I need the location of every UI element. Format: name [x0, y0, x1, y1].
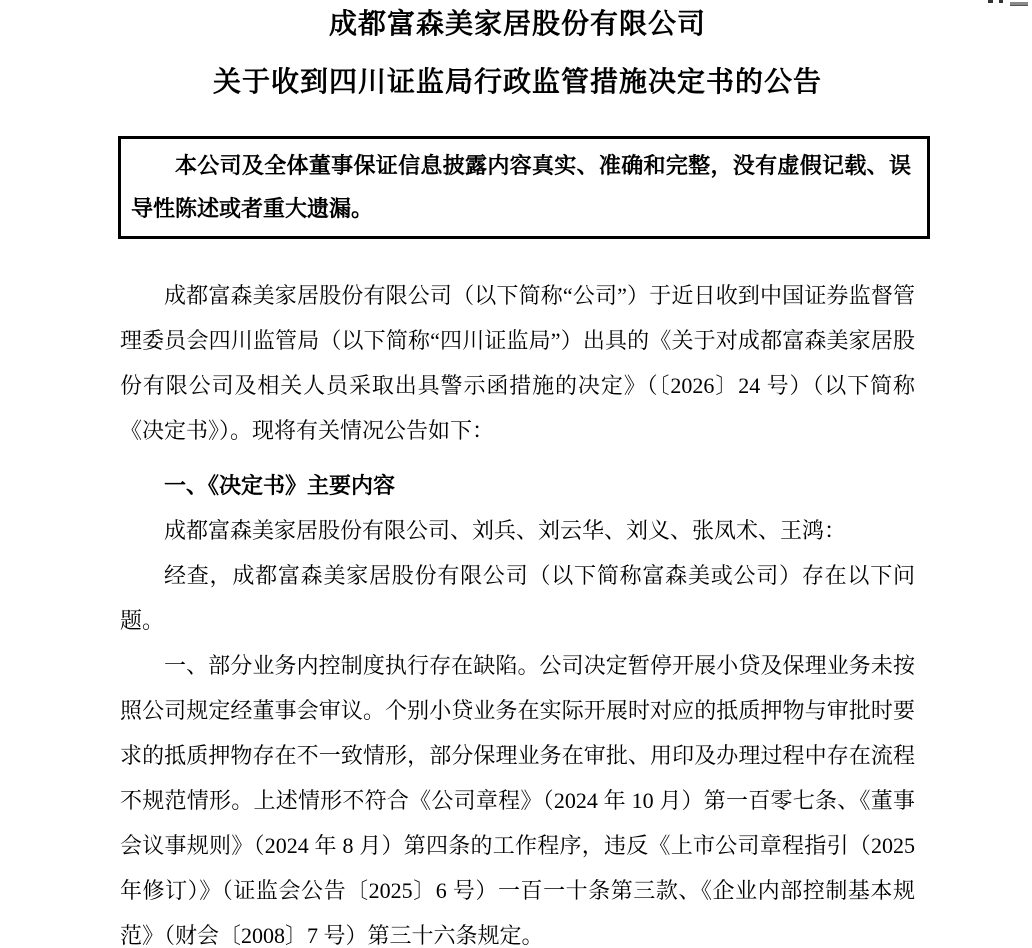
paragraph: 一、部分业务内控制度执行存在缺陷。公司决定暂停开展小贷及保理业务未按照公司规定经董事会审议。个别小贷业务在实际开展时对应的抵质押物与审批时要求的抵质押物存在不一致情形，部分保理业务在审批、用印及办理过程中存在流程不规范情形。上述情形不符合《公司章程》（2024 年 10 月）第一百零七条、《董事会议事规则》（2024 年 8 月）第四条的工作程序，违反《上市公司章程指引（2025 年修订）》（证监会公告〔2025〕6 号）一百一十条第三款、《企业内部控制基本规范》（财会〔2008〕7 号）第三十六条规定。 — [120, 653, 915, 948]
announcement-title: 关于收到四川证监局行政监管措施决定书的公告 — [212, 67, 822, 98]
disclaimer-box — [118, 136, 930, 239]
document-body — [120, 273, 915, 948]
disclaimer-text: 本公司及全体董事保证信息披露内容真实、准确和完整，没有虚假记载、误导性陈述或者重大遗漏。 — [131, 153, 911, 221]
cutoff-text-fragment — [988, 0, 1028, 6]
paragraph: 成都富森美家居股份有限公司、刘兵、刘云华、刘义、张凤术、王鸿： — [164, 518, 847, 543]
company-name-title: 成都富森美家居股份有限公司 — [328, 9, 706, 40]
section-heading: 一、《决定书》主要内容 — [164, 473, 396, 498]
document-content — [120, 0, 915, 948]
paragraph: 成都富森美家居股份有限公司（以下简称“公司”）于近日收到中国证券监督管理委员会四川监管局（以下简称“四川证监局”）出具的《关于对成都富森美家居股份有限公司及相关人员采取出具警示函措施的决定》（〔2026〕24 号）（以下简称《决定书》）。现将有关情况公告如下： — [120, 283, 915, 443]
paragraph: 经查，成都富森美家居股份有限公司（以下简称富森美或公司）存在以下问题。 — [120, 563, 915, 633]
